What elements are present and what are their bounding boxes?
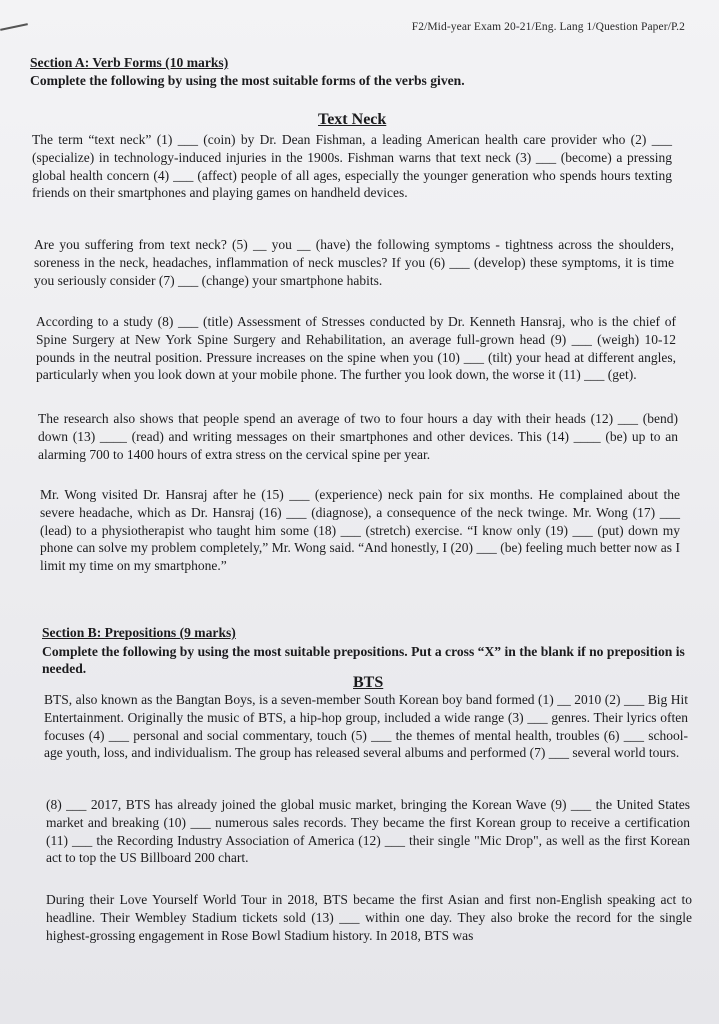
section-b-title: Section B: Prepositions (9 marks)	[42, 625, 236, 640]
section-a-paragraph-2: Are you suffering from text neck? (5) __ you __ (have) the following symptoms - tightness across the shoulders, soreness in the neck, headaches, inflammation of neck muscles? If you (6) ___ (develop) these symptoms, it is time you seriously consider (7) ___ (change) your smartphone habits.	[34, 237, 674, 288]
pen-mark	[0, 23, 28, 31]
page-header: F2/Mid-year Exam 20-21/Eng. Lang 1/Question Paper/P.2	[411, 21, 685, 33]
section-a-paragraph-1: The term “text neck” (1) ___ (coin) by Dr. Dean Fishman, a leading American health care provider who (2) ___ (specialize) in technology-induced injuries in the 1900s. Fishman warns that text neck (3) ___ (become) a pressing global health concern (4) ___ (affect) people of all ages, especially the younger generation who spends hours texting friends on their smartphones and playing games on handheld devices.	[32, 132, 672, 201]
section-a-instruction: Complete the following by using the most suitable forms of the verbs given.	[30, 73, 465, 88]
section-b-instruction: Complete the following by using the most suitable prepositions. Put a cross “X” in the blank if no preposition is needed.	[42, 644, 685, 676]
passage-title-bts: BTS	[353, 674, 384, 691]
section-a-title: Section A: Verb Forms (10 marks)	[30, 55, 229, 70]
section-a-paragraph-3: According to a study (8) ___ (title) Assessment of Stresses conducted by Dr. Kenneth Hansraj, who is the chief of Spine Surgery at New York Spine Surgery and Rehabilitation, an average full-grown head (9) ___ (weigh) 10-12 pounds in the neutral position. Pressure increases on the spine when you (10) ___ (tilt) your head at different angles, particularly when you look down at your mobile phone. The further you look down, the worse it (11) ___ (get).	[36, 314, 676, 383]
section-b-paragraph-3: During their Love Yourself World Tour in 2018, BTS became the first Asian and first non-English speaking act to headline. Their Wembley Stadium tickets sold (13) ___ within one day. They also broke the record for the single highest-grossing engagement in Rose Bowl Stadium history. In 2018, BTS was	[46, 892, 692, 943]
section-b-paragraph-1: BTS, also known as the Bangtan Boys, is a seven-member South Korean boy band formed (1) __ 2010 (2) ___ Big Hit Entertainment. Originally the music of BTS, a hip-hop group, included a wide range (3) ___ genres. Their lyrics often focuses (4) ___ personal and social commentary, touch (5) ___ the themes of mental health, troubles (6) ___ school-age youth, loss, and individualism. The group has released several albums and performed (7) ___ several world tours.	[44, 692, 688, 761]
section-b-paragraph-2: (8) ___ 2017, BTS has already joined the global music market, bringing the Korean Wave (9) ___ the United States market and breaking (10) ___ numerous sales records. They became the first Korean group to receive a certification (11) ___ the Recording Industry Association of America (12) ___ their single "Mic Drop", as well as the first Korean act to top the US Billboard 200 chart.	[46, 797, 690, 866]
section-a-paragraph-5: Mr. Wong visited Dr. Hansraj after he (15) ___ (experience) neck pain for six months. He complained about the severe headache, which as Dr. Hansraj (16) ___ (diagnose), a consequence of the neck twinge. Mr. Wong (17) ___ (lead) to a physiotherapist who taught him some (18) ___ (stretch) exercise. “I know only (19) ___ (put) down my phone can solve my problem completely,” Mr. Wong said. “And honestly, I (20) ___ (be) feeling much better now as I limit my time on my smartphone.”	[40, 487, 680, 574]
section-a-paragraph-4: The research also shows that people spend an average of two to four hours a day with their heads (12) ___ (bend) down (13) ____ (read) and writing messages on their smartphones and other devices. This (14) ____ (be) up to an alarming 700 to 1400 hours of extra stress on the cervical spine per year.	[38, 411, 678, 462]
passage-title-text-neck: Text Neck	[318, 111, 387, 128]
